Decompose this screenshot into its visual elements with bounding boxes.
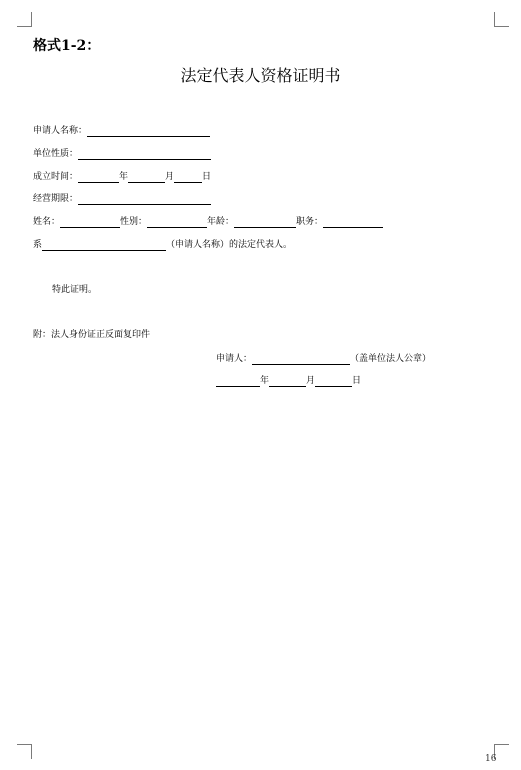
established-month-label: 月 xyxy=(165,172,175,182)
name-label: 姓名： xyxy=(33,217,61,227)
applicant-sign-label: 申请人： xyxy=(216,354,253,364)
established-row xyxy=(33,171,211,183)
business-term-blank[interactable] xyxy=(78,194,211,205)
unit-nature-blank[interactable] xyxy=(78,149,211,160)
name-blank[interactable] xyxy=(60,217,120,228)
applicant-name-row xyxy=(33,125,210,137)
sign-date-row xyxy=(216,375,361,387)
established-day-blank[interactable] xyxy=(174,172,202,183)
format-label: 格式1-2： xyxy=(33,38,101,54)
established-day-label: 日 xyxy=(202,172,212,182)
established-label: 成立时间： xyxy=(33,172,79,182)
personal-info-row xyxy=(33,216,383,228)
legal-rep-row xyxy=(33,239,292,251)
gender-blank[interactable] xyxy=(147,217,207,228)
applicant-entity-blank[interactable] xyxy=(42,240,166,251)
applicant-sign-blank[interactable] xyxy=(252,354,350,365)
unit-nature-label: 单位性质： xyxy=(33,149,79,159)
business-term-row xyxy=(33,193,211,205)
sign-month-blank[interactable] xyxy=(269,376,306,387)
applicant-name-blank[interactable] xyxy=(87,126,210,137)
corner-mark-top-right xyxy=(494,12,509,27)
established-year-blank[interactable] xyxy=(78,172,119,183)
is-prefix: 系 xyxy=(33,240,43,250)
established-month-blank[interactable] xyxy=(128,172,165,183)
sign-month-label: 月 xyxy=(306,376,316,386)
applicant-signature-row xyxy=(216,353,431,365)
attachment-note: 附：法人身份证正反面复印件 xyxy=(33,330,151,340)
sign-day-label: 日 xyxy=(352,376,362,386)
unit-nature-row xyxy=(33,148,211,160)
page-number: 16 xyxy=(485,754,497,764)
corner-mark-bottom-left xyxy=(17,744,32,759)
legal-rep-suffix: （申请人名称）的法定代表人。 xyxy=(166,240,293,250)
certify-text: 特此证明。 xyxy=(52,285,98,295)
position-label: 职务： xyxy=(296,217,324,227)
sign-year-label: 年 xyxy=(260,376,270,386)
gender-label: 性别： xyxy=(120,217,148,227)
applicant-name-label: 申请人名称： xyxy=(33,126,88,136)
position-blank[interactable] xyxy=(323,217,383,228)
sign-year-blank[interactable] xyxy=(216,376,260,387)
document-title: 法定代表人资格证明书 xyxy=(180,66,341,85)
corner-mark-top-left xyxy=(17,12,32,27)
age-label: 年龄： xyxy=(207,217,235,227)
age-blank[interactable] xyxy=(234,217,296,228)
sign-day-blank[interactable] xyxy=(315,376,352,387)
business-term-label: 经营期限： xyxy=(33,194,79,204)
seal-note: （盖单位法人公章） xyxy=(350,354,432,364)
established-year-label: 年 xyxy=(119,172,129,182)
